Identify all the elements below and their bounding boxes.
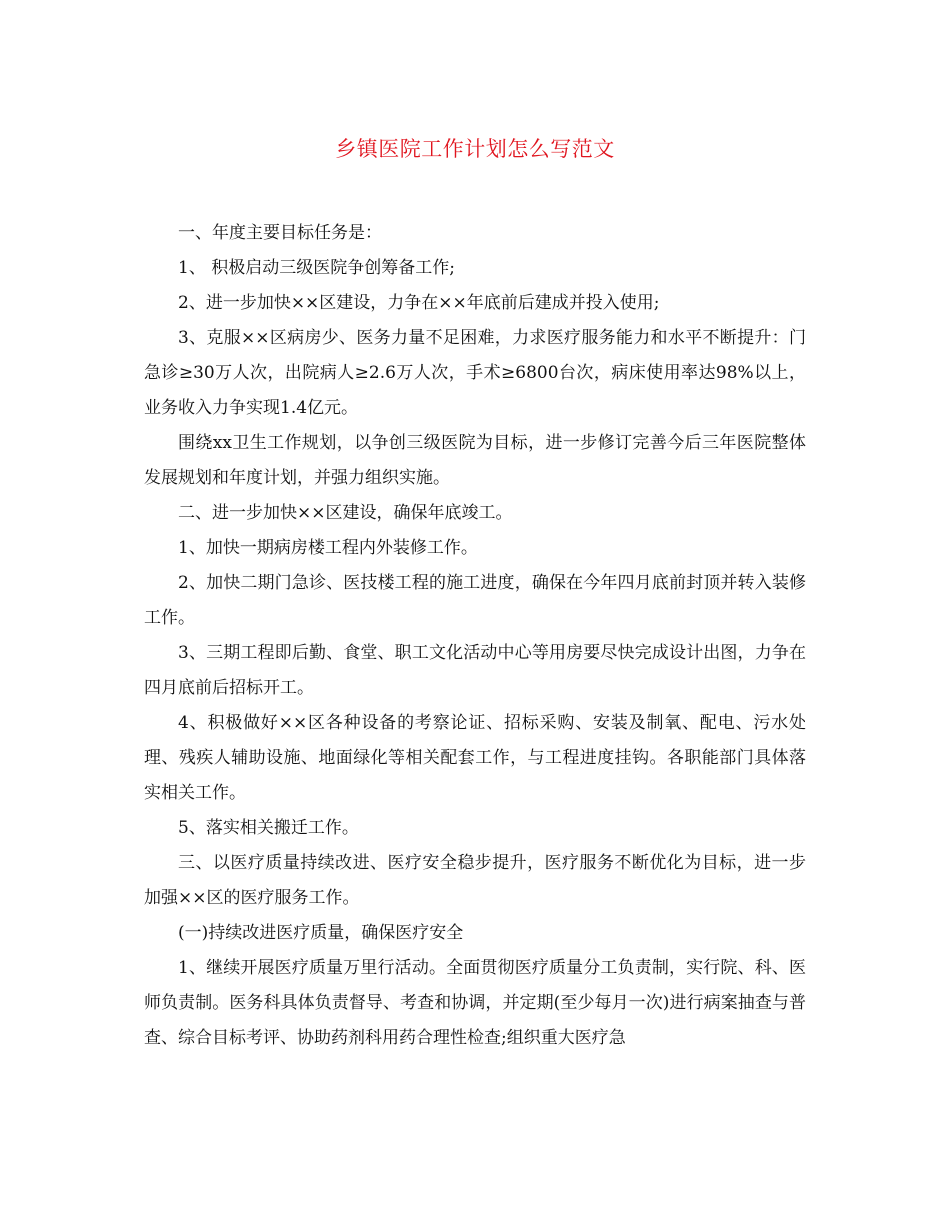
paragraph: 1、加快一期病房楼工程内外装修工作。 <box>178 538 478 558</box>
paragraph: 1、 积极启动三级医院争创筹备工作; <box>178 258 455 278</box>
paragraph: 4、积极做好××区各种设备的考察论证、招标采购、安装及制氧、配电、污水处理、残疾人辅助设施、地面绿化等相关配套工作，与工程进度挂钩。各职能部门具体落实相关工作。 <box>144 713 806 803</box>
paragraph: 围绕xx卫生工作规划，以争创三级医院为目标，进一步修订完善今后三年医院整体发展规划和年度计划，并强力组织实施。 <box>144 433 806 488</box>
document-body <box>144 216 806 1056</box>
paragraph: 5、落实相关搬迁工作。 <box>178 818 359 838</box>
paragraph: 1、继续开展医疗质量万里行活动。全面贯彻医疗质量分工负责制，实行院、科、医师负责制。医务科具体负责督导、考查和协调，并定期(至少每月一次)进行病案抽查与普查、综合目标考评、协助药剂科用药合理性检查;组织重大医疗急 <box>144 958 806 1048</box>
document-title: 乡镇医院工作计划怎么写范文 <box>335 137 615 161</box>
paragraph: 一、年度主要目标任务是： <box>178 223 382 243</box>
paragraph: 二、进一步加快××区建设，确保年底竣工。 <box>178 503 513 523</box>
paragraph: 3、三期工程即后勤、食堂、职工文化活动中心等用房要尽快完成设计出图，力争在四月底前后招标开工。 <box>144 643 806 698</box>
paragraph: 三、以医疗质量持续改进、医疗安全稳步提升，医疗服务不断优化为目标，进一步加强××区的医疗服务工作。 <box>144 853 806 908</box>
paragraph: 2、进一步加快××区建设，力争在××年底前后建成并投入使用; <box>178 293 660 313</box>
paragraph: (一)持续改进医疗质量，确保医疗安全 <box>178 923 464 943</box>
paragraph: 2、加快二期门急诊、医技楼工程的施工进度，确保在今年四月底前封顶并转入装修工作。 <box>144 573 806 628</box>
paragraph: 3、克服××区病房少、医务力量不足困难，力求医疗服务能力和水平不断提升：门急诊≥30万人次，出院病人≥2.6万人次，手术≥6800台次，病床使用率达98%以上，业务收入力争实现1.4亿元。 <box>144 328 806 418</box>
